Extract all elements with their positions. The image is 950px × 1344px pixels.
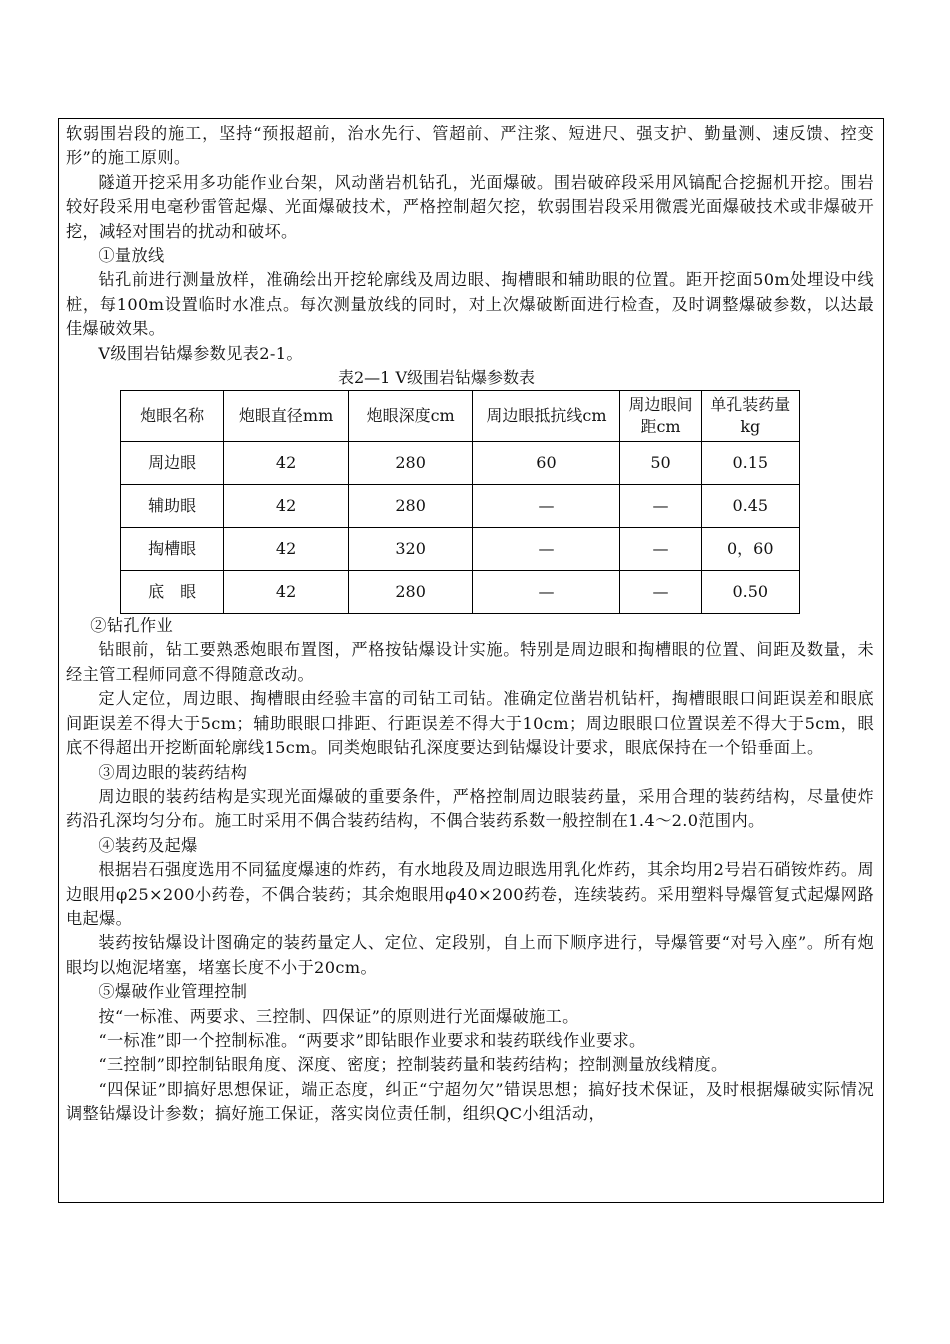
paragraph: ①量放线 [98, 246, 165, 266]
table-header-cell: 单孔装药量kg [701, 391, 799, 442]
table-header-row [121, 391, 800, 442]
paragraph: 周边眼的装药结构是实现光面爆破的重要条件，严格控制周边眼装药量，采用合理的装药结构，尽量使炸药沿孔深均匀分布。施工时采用不偶合装药结构，不偶合装药系数一般控制在1.4～2.0范围内。 [66, 786, 874, 831]
table-cell: — [473, 528, 620, 571]
table-header-cell: 炮眼深度cm [348, 391, 473, 442]
paragraph: “三控制”即控制钻眼角度、深度、密度；控制装药量和装药结构；控制测量放线精度。 [98, 1055, 728, 1075]
table-cell: 掏槽眼 [121, 528, 224, 571]
table-cell: 42 [224, 485, 349, 528]
paragraph: ③周边眼的装药结构 [98, 762, 248, 782]
table-cell: — [620, 571, 701, 614]
top-paragraphs [66, 122, 874, 366]
table-header-cell: 周边眼抵抗线cm [473, 391, 620, 442]
paragraph: 钻眼前，钻工要熟悉炮眼布置图，严格按钻爆设计实施。特别是周边眼和掏槽眼的位置、间距及数量，未经主管工程师同意不得随意改动。 [66, 640, 874, 684]
table-cell: 0.15 [701, 442, 799, 485]
paragraph: 定人定位，周边眼、掏槽眼由经验丰富的司钻工司钻。准确定位凿岩机钻杆，掏槽眼眼口间距误差和眼底间距误差不得大于5cm；辅助眼眼口排距、行距误差不得大于10cm；周边眼眼口位置误差不得大于5cm，眼底不得超出开挖断面轮廓线15cm。同类炮眼钻孔深度要达到钻爆设计要求，眼底保持在一个铅垂面上。 [66, 689, 874, 758]
table-cell: 280 [348, 571, 473, 614]
blasting-parameter-table [120, 390, 800, 614]
bottom-paragraphs [66, 614, 874, 1127]
table-row [121, 571, 800, 614]
paragraph: “一标准”即一个控制标准。“两要求”即钻眼作业要求和装药联线作业要求。 [98, 1030, 646, 1050]
paragraph: 装药按钻爆设计图确定的装药量定人、定位、定段别，自上而下顺序进行，导爆管要“对号入座”。所有炮眼均以炮泥堵塞，堵塞长度不小于20cm。 [66, 933, 874, 977]
table-cell: 42 [224, 442, 349, 485]
table-cell: 42 [224, 528, 349, 571]
table-cell: — [620, 528, 701, 571]
table-cell: 周边眼 [121, 442, 224, 485]
table-cell: — [620, 485, 701, 528]
table-cell: 60 [473, 442, 620, 485]
paragraph: ④装药及起爆 [98, 835, 198, 855]
table-header-cell: 炮眼名称 [121, 391, 224, 442]
table-row [121, 528, 800, 571]
table-cell: 42 [224, 571, 349, 614]
table-cell: 0.45 [701, 485, 799, 528]
table-caption: 表2—1 Ⅴ级围岩钻爆参数表 [338, 368, 536, 388]
paragraph: 钻孔前进行测量放样，准确绘出开挖轮廓线及周边眼、掏槽眼和辅助眼的位置。距开挖面50m处埋设中线桩，每100m设置临时水准点。每次测量放线的同时，对上次爆破断面进行检查，及时调整爆破参数，以达最佳爆破效果。 [66, 270, 874, 339]
table-cell: 50 [620, 442, 701, 485]
paragraph: 隧道开挖采用多功能作业台架，风动凿岩机钻孔，光面爆破。围岩破碎段采用风镐配合挖掘机开挖。围岩较好段采用电毫秒雷管起爆、光面爆破技术，严格控制超欠挖，软弱围岩段采用微震光面爆破技术或非爆破开挖，减轻对围岩的扰动和破坏。 [66, 172, 874, 241]
table-row [121, 485, 800, 528]
table-cell: 280 [348, 485, 473, 528]
table-cell: — [473, 485, 620, 528]
table-cell: 0.50 [701, 571, 799, 614]
table-header-cell: 周边眼间距cm [620, 391, 701, 442]
paragraph: 软弱围岩段的施工，坚持“预报超前，治水先行、管超前、严注浆、短进尺、强支护、勤量测、速反馈、控变形”的施工原则。 [66, 124, 874, 168]
paragraph: “四保证”即搞好思想保证，端正态度，纠正“宁超勿欠”错误思想；搞好技术保证，及时根据爆破实际情况调整钻爆设计参数；搞好施工保证，落实岗位责任制，组织QC小组活动， [66, 1079, 874, 1124]
table-cell: 280 [348, 442, 473, 485]
paragraph: ②钻孔作业 [90, 616, 173, 636]
table-header-cell: 炮眼直径mm [224, 391, 349, 442]
table-cell: 辅助眼 [121, 485, 224, 528]
paragraph: ⑤爆破作业管理控制 [98, 982, 248, 1002]
table-cell: 0，60 [701, 528, 799, 571]
table-cell: 320 [348, 528, 473, 571]
table-cell: — [473, 571, 620, 614]
paragraph: 根据岩石强度选用不同猛度爆速的炸药，有水地段及周边眼选用乳化炸药，其余均用2号岩石硝铵炸药。周边眼用φ25×200小药卷，不偶合装药；其余炮眼用φ40×200药卷，连续装药。采用塑料导爆管复式起爆网路电起爆。 [66, 860, 874, 928]
table-row [121, 442, 800, 485]
paragraph: 按“一标准、两要求、三控制、四保证”的原则进行光面爆破施工。 [98, 1006, 579, 1026]
paragraph: Ⅴ级围岩钻爆参数见表2-1。 [98, 343, 303, 363]
document-body [66, 122, 874, 1127]
table-cell: 底 眼 [121, 571, 224, 614]
